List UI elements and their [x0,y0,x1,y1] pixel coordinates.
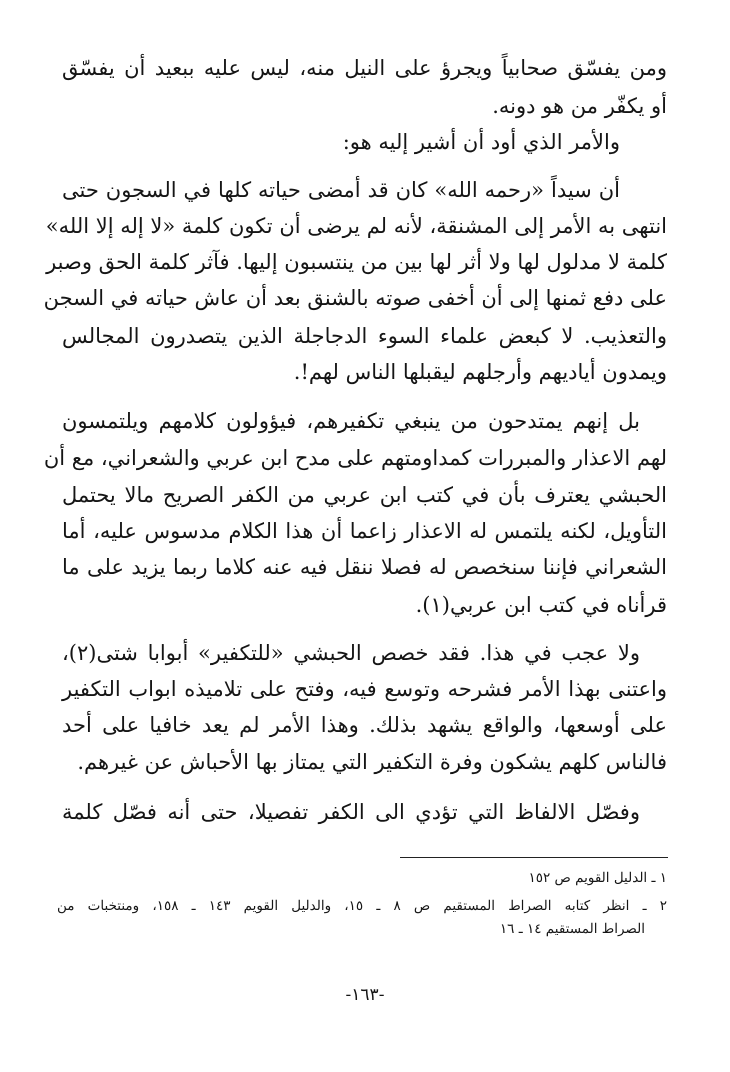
body-line-20: وفصّل الالفاظ التي تؤدي الى الكفر تفصيلا، حتى أنه فصّل كلمة [62,800,640,824]
body-line-1: ومن يفسّق صحابياً ويجرؤ على النيل منه، ليس عليه ببعيد أن يفسّق [62,56,667,80]
page-number: -١٦٣- [345,985,385,1005]
footnote-2: ٢ ـ انظر كتابه الصراط المستقيم ص ٨ ـ ١٥، والدليل القويم ١٤٣ ـ ١٥٨، ومنتخبات من [57,898,667,914]
body-line-8: والتعذيب. لا كبعض علماء السوء الدجاجلة الذين يتصدرون المجالس [62,324,667,348]
body-line-13: التأويل، لكنه يلتمس له الاعذار زاعما أن هذا الكلام مدسوس عليه، أما [62,519,667,543]
body-line-19: فالناس كلهم يشكون وفرة التكفير التي يمتاز بها الأحباش عن غيرهم. [77,750,667,774]
body-line-11: لهم الاعذار والمبررات كمداومتهم على مدح ابن عربي والشعراني، مع أن [43,446,667,470]
body-line-7: على دفع ثمنها إلى أن أخفى صوته بالشنق بعد أن عاش حياته في السجن [43,286,667,310]
footnote-2-continuation: الصراط المستقيم ١٤ ـ ١٦ [499,921,645,937]
footnote-1: ١ ـ الدليل القويم ص ١٥٢ [528,870,667,886]
body-line-2: أو يكفّر من هو دونه. [492,94,667,118]
body-line-18: على أوسعها، والواقع يشهد بذلك. وهذا الأمر لم يعد خافيا على أحد [62,713,667,737]
body-line-16: ولا عجب في هذا. فقد خصص الحبشي «للتكفير» أبوابا شتى(٢)، [62,641,640,665]
body-line-12: الحبشي يعترف بأن في كتب ابن عربي من الكفر الصريح مالا يحتمل [62,483,667,507]
body-line-10: بل إنهم يمتدحون من ينبغي تكفيرهم، فيؤولون كلامهم ويلتمسون [62,409,640,433]
body-line-4: أن سيداً «رحمه الله» كان قد أمضى حياته كلها في السجون حتى [62,178,620,202]
body-line-17: واعتنى بهذا الأمر فشرحه وتوسع فيه، وفتح على تلاميذه ابواب التكفير [62,677,667,701]
body-line-15: قرأناه في كتب ابن عربي(١). [415,593,667,617]
body-line-5: انتهى به الأمر إلى المشنقة، لأنه لم يرضى أن تكون كلمة «لا إله إلا الله» [45,214,667,238]
body-line-3: والأمر الذي أود أن أشير إليه هو: [342,130,620,154]
footnote-separator [400,857,668,858]
body-line-14: الشعراني فإننا سنخصص له فصلا ننقل فيه عنه كلاما ربما يزيد على ما [62,555,667,579]
body-line-6: كلمة لا مدلول لها ولا أثر لها بين من ينتسبون إليها. فآثر كلمة الحق وصبر [46,250,667,274]
body-line-9: ويمدون أياديهم وأرجلهم ليقبلها الناس لهم!. [293,360,667,384]
